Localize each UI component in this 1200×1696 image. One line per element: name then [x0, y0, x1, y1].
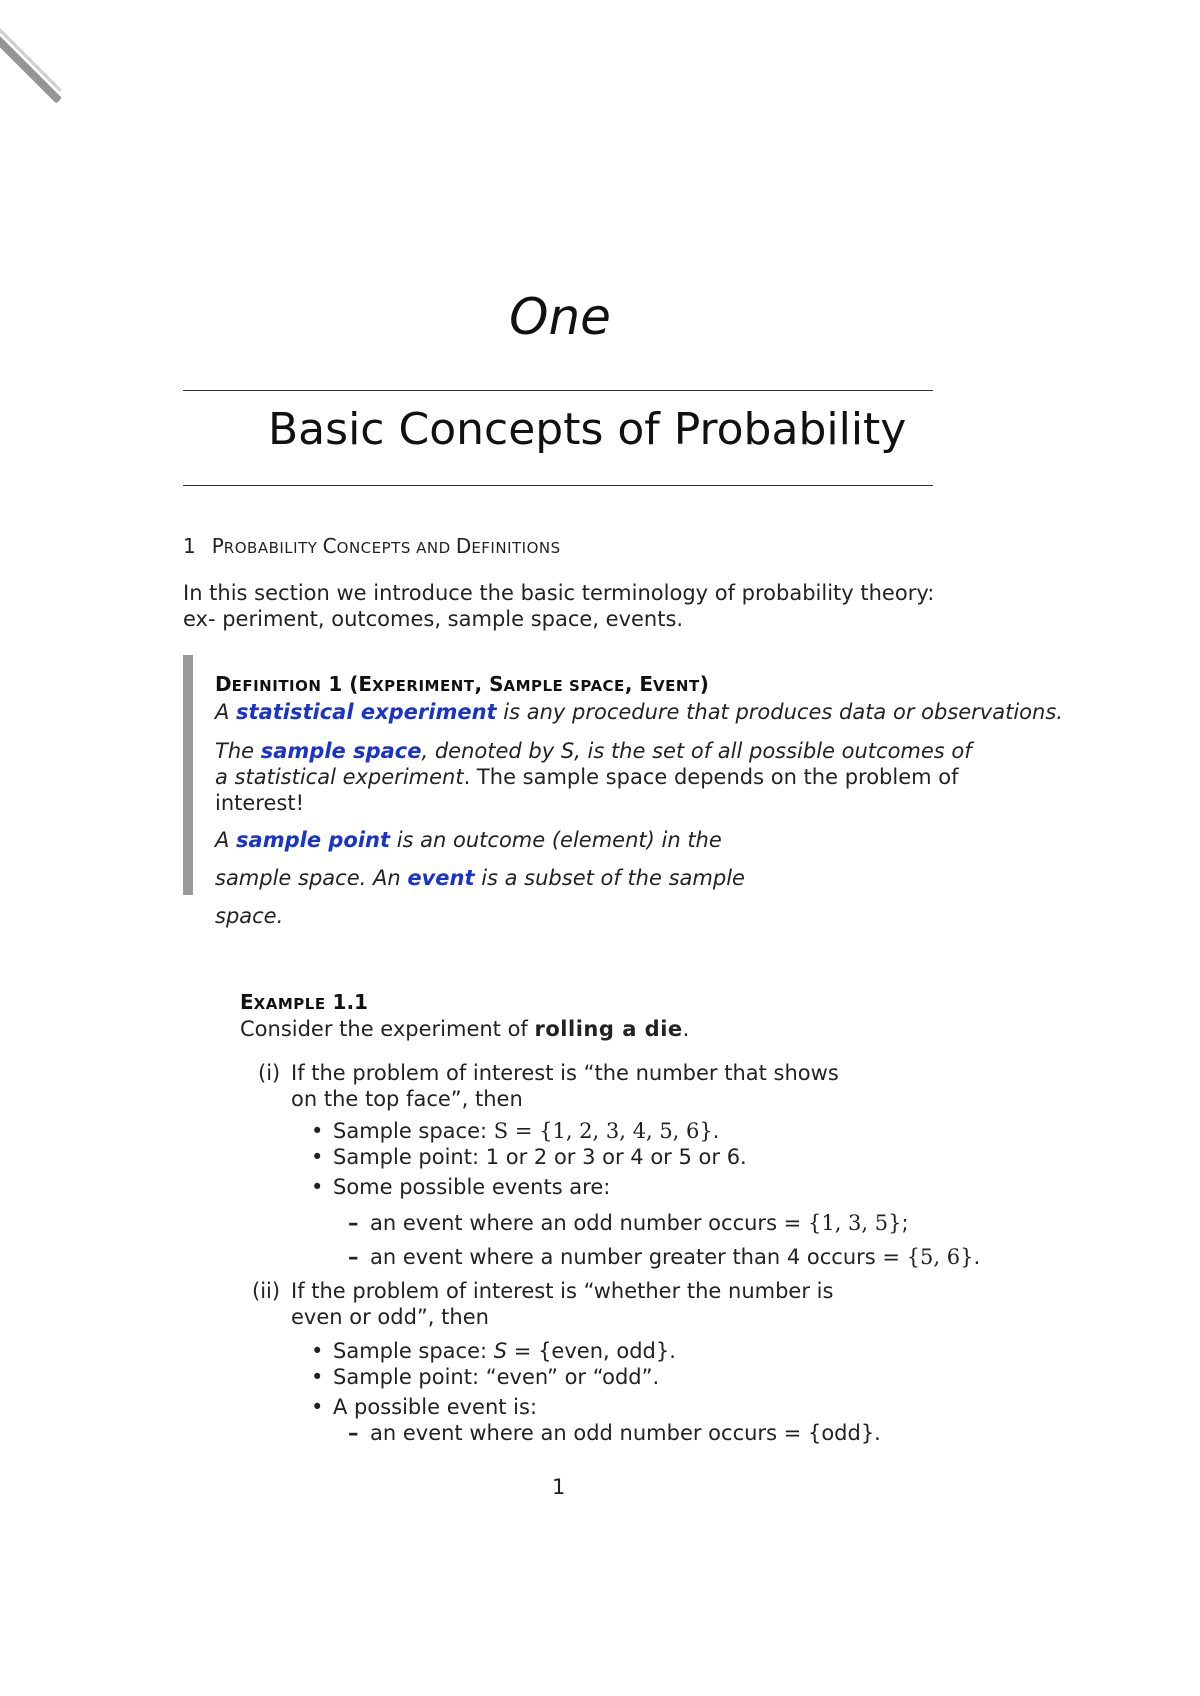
- chapter-title: Basic Concepts of Probability: [268, 404, 907, 455]
- case-ii-event-odd: an event where an odd number occurs = {odd}.: [370, 1421, 881, 1445]
- title-rule-bottom: [183, 485, 933, 486]
- definition-paragraph-5: space.: [215, 904, 284, 928]
- term-event: event: [407, 866, 475, 890]
- bullet-icon: •: [311, 1365, 324, 1389]
- definition-paragraph-2: The sample space, denoted by S, is the set of all possible outcomes of a statistical experiment. The sample space depends on the problem of interest!: [215, 739, 972, 815]
- section-heading: 1 PROBABILITY CONCEPTS AND DEFINITIONS: [183, 534, 561, 558]
- definition-paragraph-3: A sample point is an outcome (element) in the: [215, 828, 722, 852]
- case-ii-text: If the problem of interest is “whether the number is even or odd”, then: [291, 1279, 834, 1329]
- dash-icon: –: [348, 1211, 359, 1235]
- case-i-text: If the problem of interest is “the number that shows on the top face”, then: [291, 1061, 839, 1111]
- page-number: 1: [552, 1475, 566, 1499]
- definition-bar: [183, 655, 193, 895]
- term-statistical-experiment: statistical experiment: [236, 700, 497, 724]
- dash-icon: –: [348, 1245, 359, 1269]
- definition-paragraph-4: sample space. An event is a subset of the sample: [215, 866, 745, 890]
- case-ii-sample-space: Sample space: S = {even, odd}.: [333, 1339, 676, 1363]
- scan-edge-highlight: [0, 26, 62, 92]
- bullet-icon: •: [311, 1119, 324, 1143]
- bullet-icon: •: [311, 1175, 324, 1199]
- example-title: EXAMPLE 1.1: [240, 990, 368, 1014]
- section-number: 1: [183, 534, 196, 558]
- definition-title: DEFINITION 1 (EXPERIMENT, SAMPLE SPACE, EVENT): [215, 672, 709, 696]
- bullet-icon: •: [311, 1145, 324, 1169]
- term-sample-space: sample space: [260, 739, 422, 763]
- bullet-icon: •: [311, 1339, 324, 1363]
- case-i-event-greater-than-4: an event where a number greater than 4 occurs = {5, 6}.: [370, 1245, 981, 1269]
- case-ii-sample-point: Sample point: “even” or “odd”.: [333, 1365, 660, 1389]
- case-i-events-heading: Some possible events are:: [333, 1175, 611, 1199]
- bullet-icon: •: [311, 1395, 324, 1419]
- title-rule-top: [183, 390, 933, 391]
- dash-icon: –: [348, 1421, 359, 1445]
- section-intro: In this section we introduce the basic terminology of probability theory: ex- periment, outcomes, sample space, events.: [183, 581, 935, 631]
- case-i-event-odd: an event where an odd number occurs = {1, 3, 5};: [370, 1211, 909, 1235]
- case-i-sample-point: Sample point: 1 or 2 or 3 or 4 or 5 or 6.: [333, 1145, 747, 1169]
- case-i-sample-space: Sample space: S = {1, 2, 3, 4, 5, 6}.: [333, 1119, 720, 1143]
- chapter-number: One: [509, 288, 611, 346]
- term-sample-point: sample point: [236, 828, 391, 852]
- definition-paragraph-1: A statistical experiment is any procedure that produces data or observations.: [215, 700, 1063, 724]
- case-ii-marker: (ii): [252, 1279, 281, 1303]
- example-intro: Consider the experiment of rolling a die.: [240, 1017, 690, 1041]
- case-ii-event-heading: A possible event is:: [333, 1395, 538, 1419]
- case-i-marker: (i): [258, 1061, 281, 1085]
